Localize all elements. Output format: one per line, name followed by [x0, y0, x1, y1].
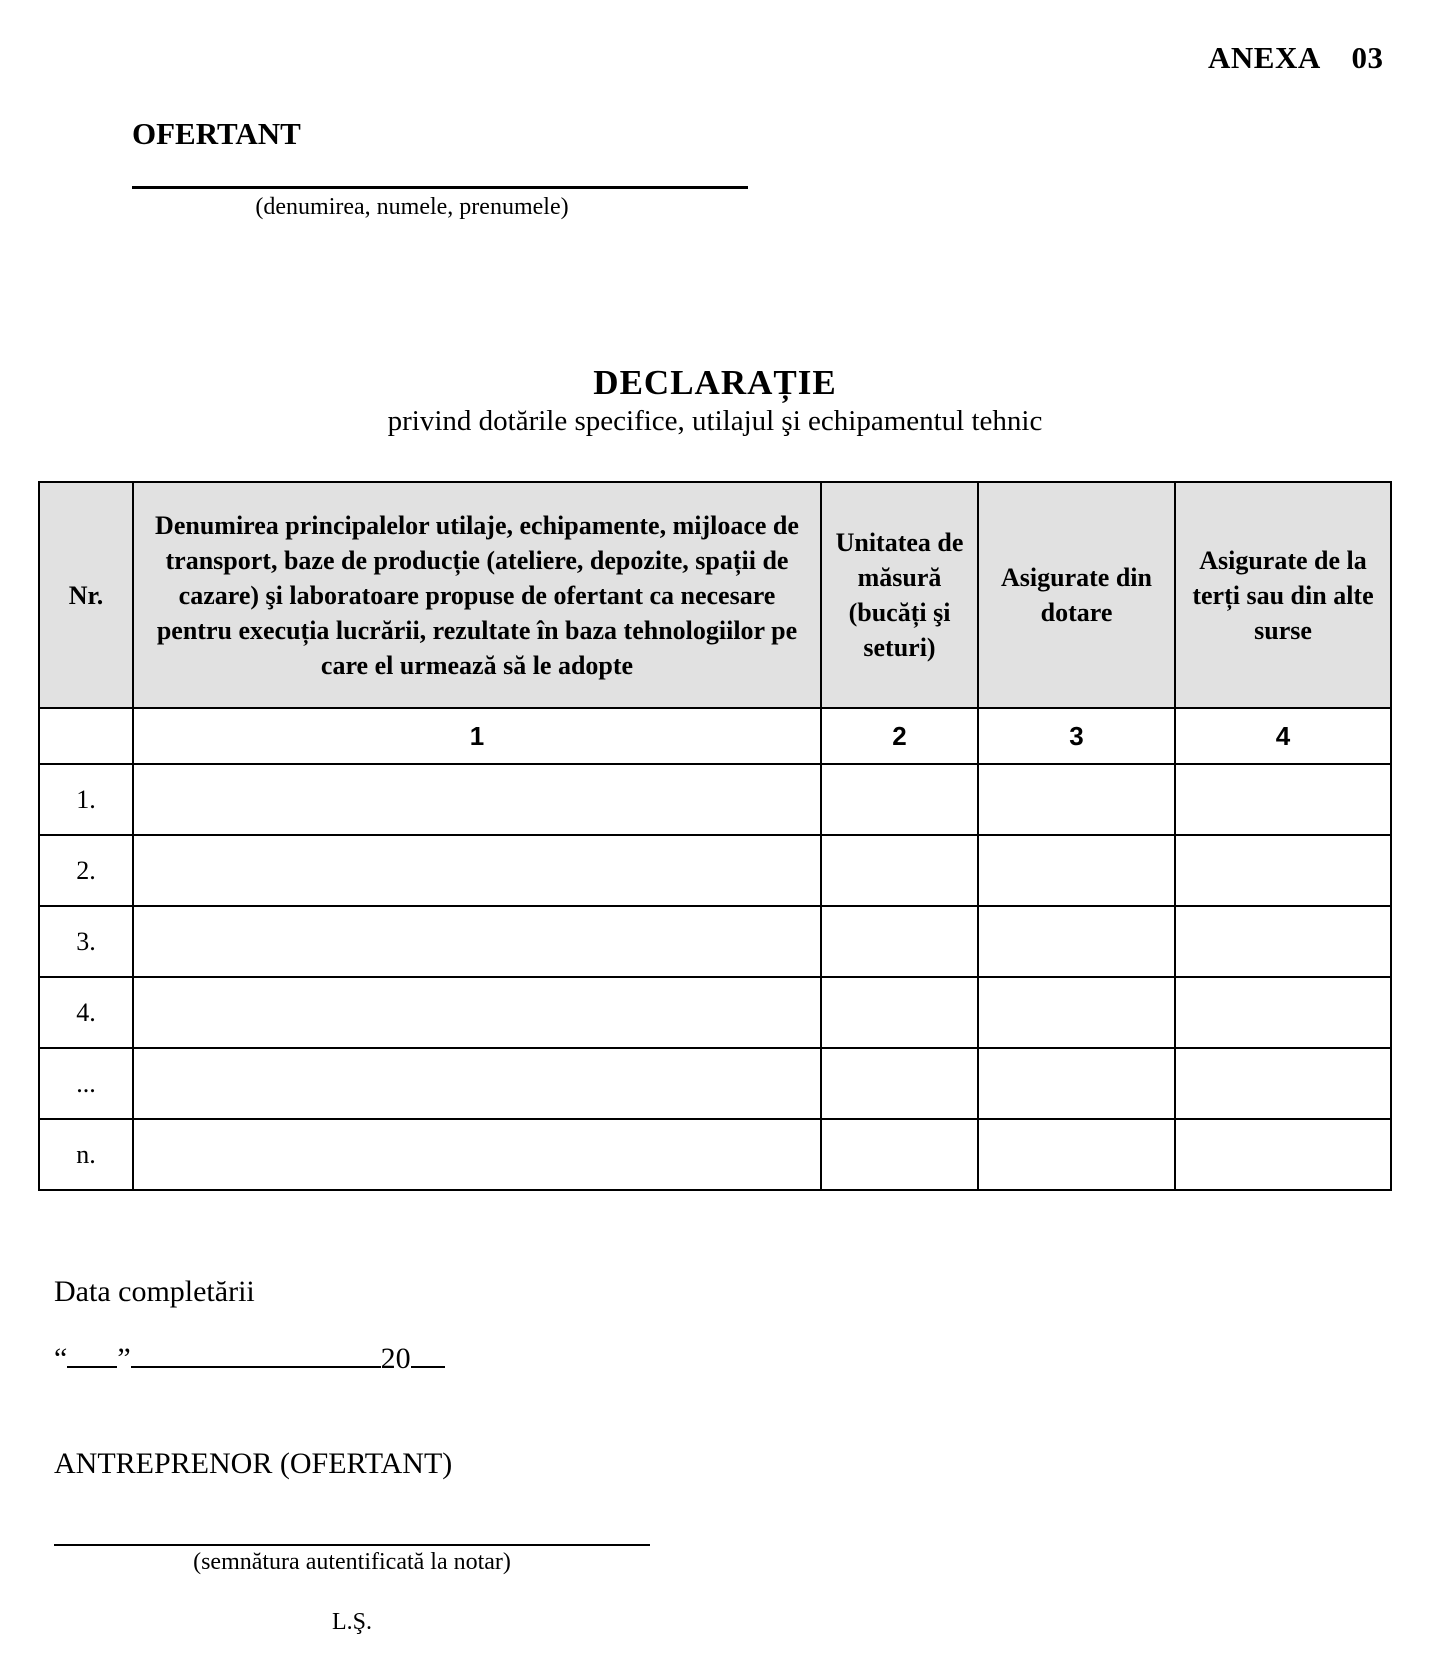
completion-date-field [54, 1340, 445, 1376]
completion-date-label: Data completării [54, 1275, 255, 1308]
table-row [39, 1119, 1391, 1190]
bidder-name-field[interactable] [132, 186, 748, 189]
cell-unit[interactable] [821, 835, 978, 906]
bidder-caption: (denumirea, numele, prenumele) [255, 194, 569, 220]
row-number: n. [39, 1119, 133, 1190]
column-number [39, 708, 133, 764]
table-row [39, 764, 1391, 835]
column-header-own: Asigurate din dotare [978, 482, 1175, 708]
table-row [39, 906, 1391, 977]
row-number: 4. [39, 977, 133, 1048]
column-header-unit: Unitatea de măsură (bucăți şi seturi) [821, 482, 978, 708]
table-row [39, 977, 1391, 1048]
table-header-row [39, 482, 1391, 708]
column-number-row [39, 708, 1391, 764]
cell-own[interactable] [978, 764, 1175, 835]
seal-placeholder: L.Ş. [331, 1609, 372, 1635]
cell-own[interactable] [978, 906, 1175, 977]
close-quote: ” [117, 1342, 131, 1375]
table-row [39, 835, 1391, 906]
column-header-third-party: Asigurate de la terți sau din alte surse [1175, 482, 1391, 708]
year-blank[interactable] [411, 1340, 445, 1368]
column-header-name: Denumirea principalelor utilaje, echipamente, mijloace de transport, baze de producție (ateliere, depozite, spații de cazare) şi laboratoare propuse de ofertant ca necesare pentru execuția lucrării, rezultate în baza tehnologiilor pe care el urmează să le adopte [133, 482, 821, 708]
cell-unit[interactable] [821, 1048, 978, 1119]
cell-third-party[interactable] [1175, 764, 1391, 835]
cell-unit[interactable] [821, 977, 978, 1048]
cell-own[interactable] [978, 835, 1175, 906]
row-number: 3. [39, 906, 133, 977]
column-header-nr: Nr. [39, 482, 133, 708]
cell-name[interactable] [133, 835, 821, 906]
year-prefix: 20 [380, 1342, 411, 1375]
document-subtitle: privind dotările specifice, utilajul şi echipamentul tehnic [387, 405, 1043, 437]
bidder-label: OFERTANT [132, 116, 301, 151]
row-number: ... [39, 1048, 133, 1119]
cell-third-party[interactable] [1175, 835, 1391, 906]
column-number: 3 [978, 708, 1175, 764]
column-number: 4 [1175, 708, 1391, 764]
open-quote: “ [54, 1342, 68, 1375]
cell-name[interactable] [133, 1119, 821, 1190]
month-blank[interactable] [131, 1340, 381, 1368]
day-blank[interactable] [67, 1340, 117, 1368]
cell-third-party[interactable] [1175, 906, 1391, 977]
cell-unit[interactable] [821, 764, 978, 835]
signature-caption: (semnătura autentificată la notar) [193, 1549, 511, 1575]
annex-number: ANEXA 03 [1208, 40, 1384, 75]
document-title: DECLARAȚIE [593, 363, 837, 402]
contractor-label: ANTREPRENOR (OFERTANT) [54, 1447, 453, 1480]
cell-name[interactable] [133, 1048, 821, 1119]
row-number: 1. [39, 764, 133, 835]
equipment-table [38, 481, 1392, 1191]
cell-name[interactable] [133, 906, 821, 977]
cell-own[interactable] [978, 1048, 1175, 1119]
signature-line[interactable] [54, 1544, 650, 1546]
table-row [39, 1048, 1391, 1119]
cell-own[interactable] [978, 977, 1175, 1048]
cell-third-party[interactable] [1175, 1048, 1391, 1119]
cell-unit[interactable] [821, 1119, 978, 1190]
row-number: 2. [39, 835, 133, 906]
cell-name[interactable] [133, 977, 821, 1048]
cell-third-party[interactable] [1175, 977, 1391, 1048]
column-number: 2 [821, 708, 978, 764]
cell-own[interactable] [978, 1119, 1175, 1190]
cell-name[interactable] [133, 764, 821, 835]
cell-third-party[interactable] [1175, 1119, 1391, 1190]
cell-unit[interactable] [821, 906, 978, 977]
column-number: 1 [133, 708, 821, 764]
